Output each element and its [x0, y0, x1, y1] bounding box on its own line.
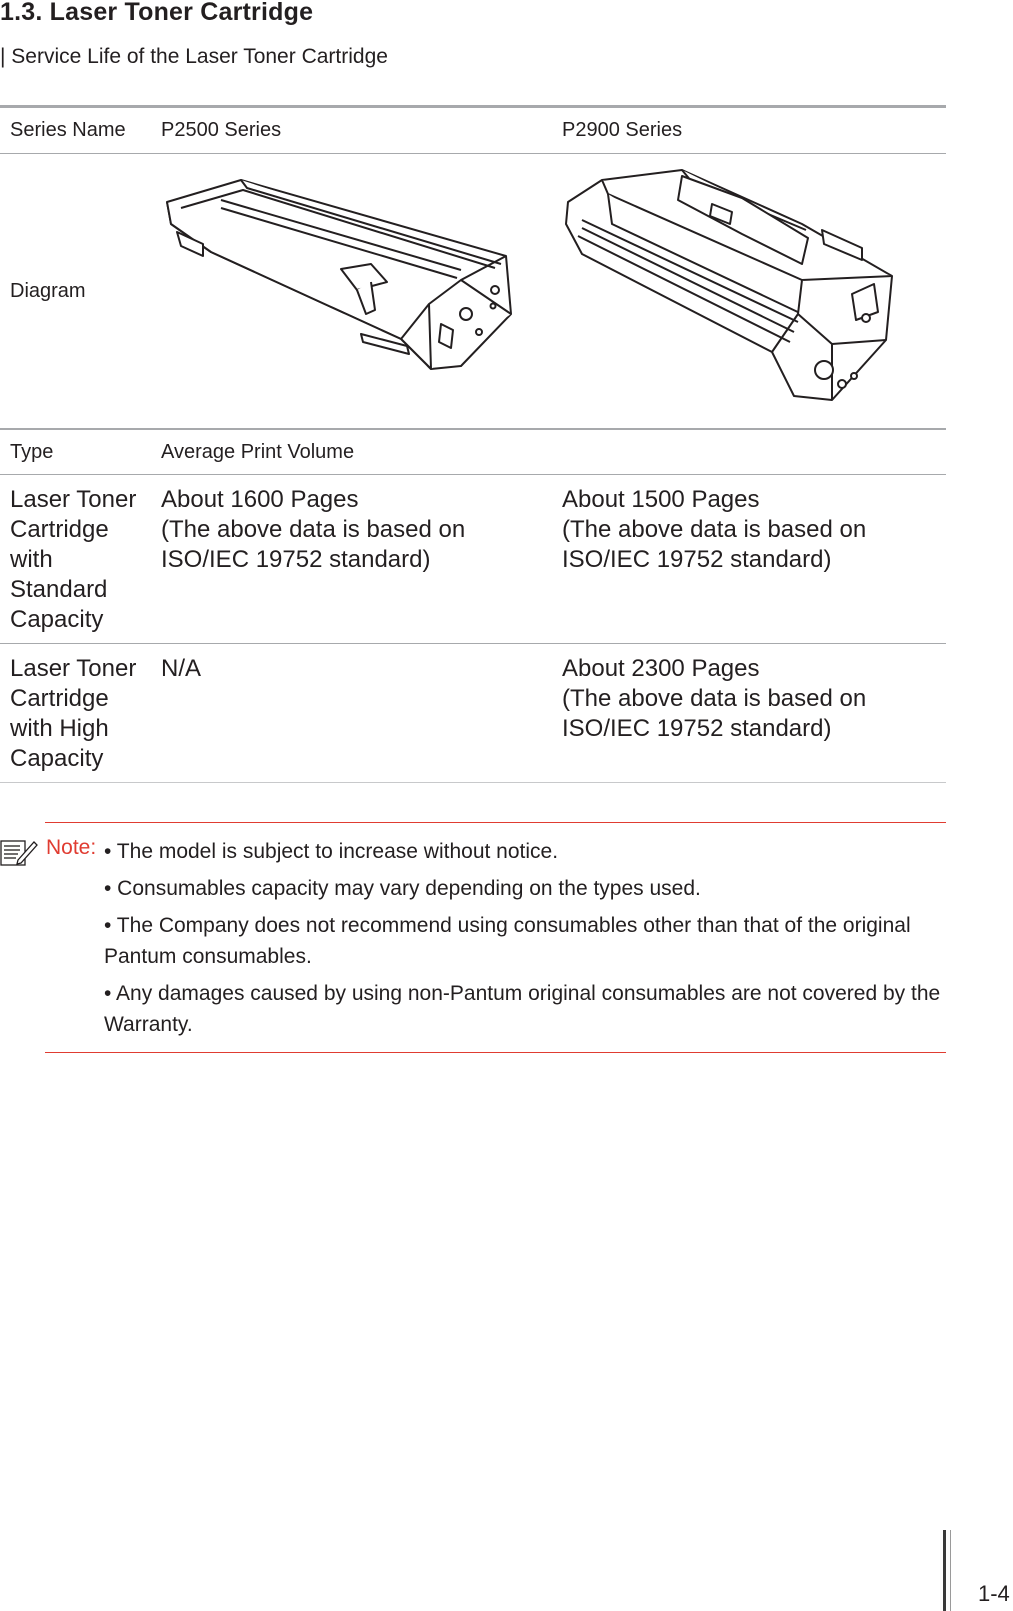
note-label: Note:	[46, 836, 97, 859]
header-type: Type	[10, 440, 54, 463]
p2500-standard-pages: About 1600 Pages	[161, 486, 359, 513]
section-subtitle: | Service Life of the Laser Toner Cartridge	[0, 45, 388, 68]
note-item: • Consumables capacity may vary depending on the types used.	[104, 877, 701, 900]
note-divider-bottom	[45, 1052, 946, 1053]
note-item: • Any damages caused by using non-Pantum original consumables are not covered by the Warranty.	[104, 982, 941, 1036]
p2900-cartridge-illustration	[562, 164, 902, 404]
section-title: 1.3. Laser Toner Cartridge	[0, 0, 314, 26]
p2500-high-pages: N/A	[161, 655, 202, 682]
diagram-row	[0, 154, 946, 430]
header-average-print-volume: Average Print Volume	[161, 440, 355, 463]
page-number: 1-4	[978, 1581, 1010, 1606]
p2500-diagram-cell	[155, 154, 556, 430]
p2900-high-note: (The above data is based on ISO/IEC 19752 standard)	[562, 685, 867, 742]
table-header-row	[0, 107, 946, 154]
note-pencil-icon	[0, 838, 38, 868]
p2500-standard-note: (The above data is based on ISO/IEC 19752 standard)	[161, 516, 466, 573]
note-item: • The Company does not recommend using consumables other than that of the original Pantum consumables.	[104, 914, 911, 968]
type-high-capacity: Laser Toner Cartridge with High Capacity	[10, 655, 137, 772]
type-header-row	[0, 429, 946, 475]
note-item: • The model is subject to increase without notice.	[104, 840, 559, 863]
p2900-standard-pages: About 1500 Pages	[562, 486, 760, 513]
table-row	[0, 644, 946, 783]
diagram-label: Diagram	[10, 279, 86, 302]
header-series-name: Series Name	[10, 119, 126, 141]
page-margin-bar	[943, 1530, 946, 1611]
p2900-standard-note: (The above data is based on ISO/IEC 19752 standard)	[562, 516, 867, 573]
p2900-high-pages: About 2300 Pages	[562, 655, 760, 682]
service-life-table	[0, 105, 946, 783]
header-p2500: P2500 Series	[161, 119, 282, 141]
type-standard-capacity: Laser Toner Cartridge with Standard Capacity	[10, 486, 137, 633]
page-margin-bar-thin	[950, 1530, 951, 1611]
header-p2900: P2900 Series	[562, 119, 683, 141]
note-divider-top	[45, 822, 946, 823]
note-list	[104, 836, 949, 1046]
table-row	[0, 475, 946, 644]
p2900-diagram-cell	[556, 154, 946, 430]
p2500-cartridge-illustration	[161, 164, 521, 376]
